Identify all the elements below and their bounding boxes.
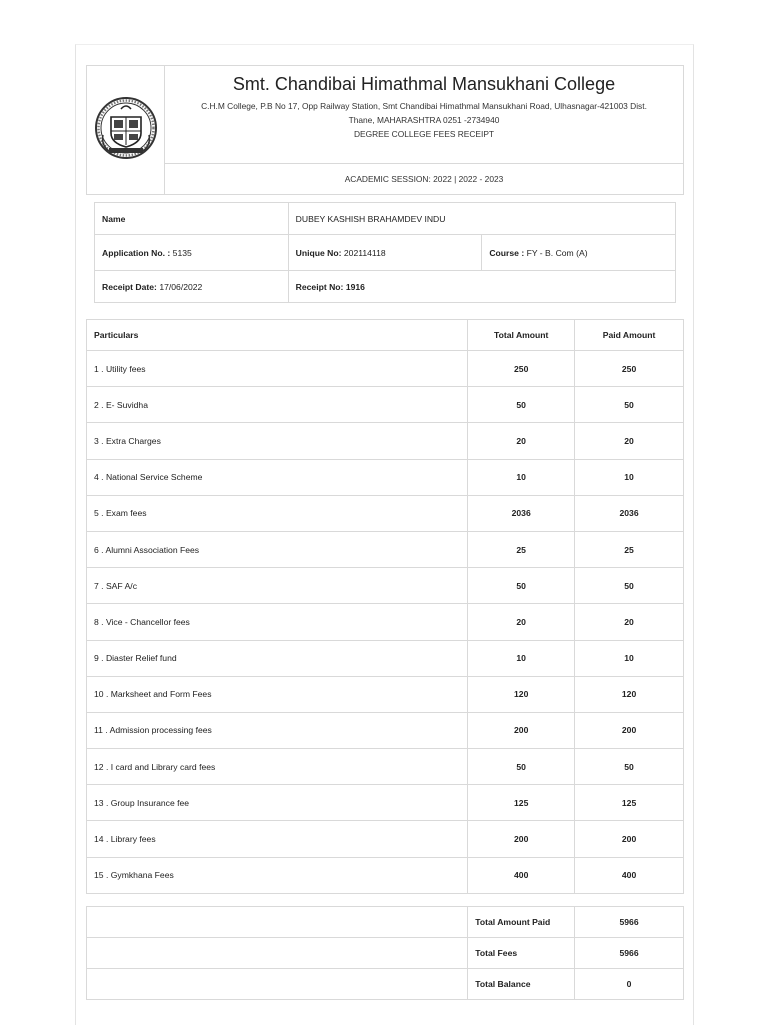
- fee-label: 10 . Marksheet and Form Fees: [87, 676, 468, 712]
- fee-paid: 50: [575, 568, 684, 604]
- fee-paid: 10: [575, 640, 684, 676]
- application-no-cell: [95, 235, 289, 271]
- total-balance-row: [87, 969, 684, 1000]
- fee-label: 9 . Diaster Relief fund: [87, 640, 468, 676]
- totals-table: [86, 906, 684, 1000]
- fee-paid: 120: [575, 676, 684, 712]
- fee-total: 2036: [468, 495, 575, 531]
- fee-label: 8 . Vice - Chancellor fees: [87, 604, 468, 640]
- receipt-date: 17/06/2022: [159, 281, 203, 292]
- table-row: [87, 495, 684, 531]
- unique-no-cell: [288, 235, 482, 271]
- fee-total: 10: [468, 640, 575, 676]
- table-row: [87, 821, 684, 857]
- fees-table: [86, 319, 684, 894]
- fee-total: 50: [468, 387, 575, 423]
- table-row: [87, 785, 684, 821]
- academic-session: ACADEMIC SESSION: 2022 | 2022 - 2023: [165, 164, 684, 195]
- table-row: [87, 459, 684, 495]
- receipt-header: [86, 65, 684, 195]
- fee-paid: 20: [575, 604, 684, 640]
- totals-spacer: [87, 969, 468, 1000]
- fee-paid: 125: [575, 785, 684, 821]
- fee-label: 1 . Utility fees: [87, 351, 468, 387]
- college-name: Smt. Chandibai Himathmal Mansukhani College: [232, 74, 616, 94]
- student-name: DUBEY KASHISH BRAHAMDEV INDU: [288, 203, 675, 235]
- fee-label: 7 . SAF A/c: [87, 568, 468, 604]
- totals-spacer: [87, 938, 468, 969]
- fee-label: 13 . Group Insurance fee: [87, 785, 468, 821]
- table-row: [87, 351, 684, 387]
- fee-paid: 200: [575, 712, 684, 748]
- total-fees: 5966: [575, 938, 684, 969]
- fee-paid: 400: [575, 857, 684, 893]
- table-row: [87, 857, 684, 893]
- fee-paid: 50: [575, 749, 684, 785]
- application-no: 5135: [172, 247, 192, 258]
- application-no-label: Application No. :: [102, 247, 171, 258]
- fee-total: 250: [468, 351, 575, 387]
- college-emblem-icon: [93, 95, 159, 161]
- fee-total: 50: [468, 568, 575, 604]
- particulars-header: Particulars: [87, 320, 468, 351]
- fee-total: 400: [468, 857, 575, 893]
- course-cell: [482, 235, 676, 271]
- fee-total: 200: [468, 712, 575, 748]
- total-amount-paid-label: Total Amount Paid: [468, 907, 575, 938]
- college-address-line1: C.H.M College, P.B No 17, Opp Railway Station, Smt Chandibai Himathmal Mansukhani Road, Ulhasnagar-421003 Dist.: [201, 101, 647, 111]
- totals-spacer: [87, 907, 468, 938]
- fee-total: 20: [468, 423, 575, 459]
- fee-label: 5 . Exam fees: [87, 495, 468, 531]
- course: FY - B. Com (A): [526, 247, 588, 258]
- fee-total: 125: [468, 785, 575, 821]
- table-row: [87, 568, 684, 604]
- fee-total: 25: [468, 531, 575, 567]
- fee-label: 14 . Library fees: [87, 821, 468, 857]
- fee-paid: 50: [575, 387, 684, 423]
- total-amount-paid: 5966: [575, 907, 684, 938]
- fee-total: 200: [468, 821, 575, 857]
- college-info-cell: [165, 66, 684, 164]
- fee-total: 50: [468, 749, 575, 785]
- table-row: [87, 531, 684, 567]
- fee-label: 2 . E- Suvidha: [87, 387, 468, 423]
- total-amount-paid-row: [87, 907, 684, 938]
- fee-label: 3 . Extra Charges: [87, 423, 468, 459]
- fee-paid: 20: [575, 423, 684, 459]
- fee-label: 12 . I card and Library card fees: [87, 749, 468, 785]
- fee-total: 20: [468, 604, 575, 640]
- college-logo-cell: [87, 66, 165, 195]
- fee-total: 10: [468, 459, 575, 495]
- total-balance-label: Total Balance: [468, 969, 575, 1000]
- receipt-date-label: Receipt Date:: [102, 281, 157, 292]
- student-info-table: [94, 202, 676, 303]
- receipt-no: 1916: [345, 281, 365, 292]
- fee-paid: 10: [575, 459, 684, 495]
- table-row: [87, 423, 684, 459]
- fee-label: 6 . Alumni Association Fees: [87, 531, 468, 567]
- fee-paid: 2036: [575, 495, 684, 531]
- table-row: [87, 749, 684, 785]
- total-amount-header: Total Amount: [468, 320, 575, 351]
- fee-label: 15 . Gymkhana Fees: [87, 857, 468, 893]
- table-row: [87, 640, 684, 676]
- course-label: Course :: [489, 247, 525, 258]
- fee-paid: 250: [575, 351, 684, 387]
- total-balance: 0: [575, 969, 684, 1000]
- total-fees-row: [87, 938, 684, 969]
- table-row: [87, 604, 684, 640]
- table-row: [87, 712, 684, 748]
- name-label: Name: [102, 213, 126, 224]
- paid-amount-header: Paid Amount: [575, 320, 684, 351]
- name-label-cell: [95, 203, 289, 235]
- fee-label: 11 . Admission processing fees: [87, 712, 468, 748]
- total-fees-label: Total Fees: [468, 938, 575, 969]
- receipt-no-label: Receipt No:: [295, 281, 344, 292]
- receipt-type: DEGREE COLLEGE FEES RECEIPT: [353, 129, 495, 139]
- table-row: [87, 676, 684, 712]
- table-row: [87, 387, 684, 423]
- fees-header-row: [87, 320, 684, 351]
- fee-total: 120: [468, 676, 575, 712]
- unique-no-label: Unique No:: [295, 247, 342, 258]
- fee-label: 4 . National Service Scheme: [87, 459, 468, 495]
- receipt-no-cell: [288, 271, 675, 303]
- fee-paid: 25: [575, 531, 684, 567]
- fee-paid: 200: [575, 821, 684, 857]
- unique-no: 202114118: [343, 247, 386, 258]
- college-address-line2: Thane, MAHARASHTRA 0251 -2734940: [348, 115, 500, 125]
- receipt-date-cell: [95, 271, 289, 303]
